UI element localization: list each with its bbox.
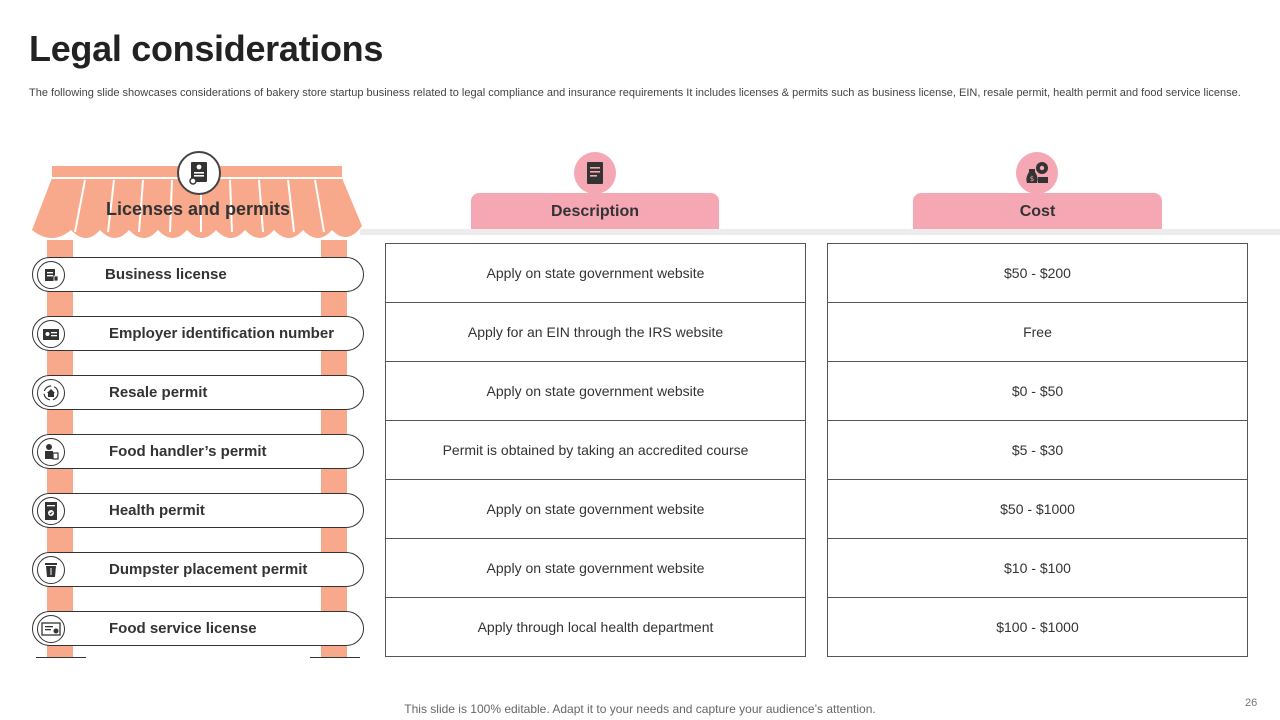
page-title: Legal considerations: [29, 28, 384, 69]
document-icon: [574, 152, 616, 194]
cost-cell: $50 - $1000: [828, 480, 1247, 539]
subtitle: The following slide showcases considerations of bakery store startup business related to legal compliance and insurance requirements It includes licenses & permits such as business license, EIN, resale permit, health permit and food service license.: [29, 87, 1241, 99]
description-cell: Apply for an EIN through the IRS website: [386, 303, 805, 362]
license-item-food-service: [32, 611, 364, 646]
store-base-left: [36, 657, 86, 658]
description-cell: Apply on state government website: [386, 244, 805, 303]
description-cell: Apply through local health department: [477, 619, 714, 635]
food-handler-icon: [37, 438, 65, 466]
license-card-icon: [37, 261, 65, 289]
license-item-business: [32, 257, 364, 292]
certificate-icon: [37, 615, 65, 643]
health-permit-icon: [37, 497, 65, 525]
cost-cell: $100 - $1000: [996, 619, 1079, 635]
license-item-dumpster: [32, 552, 364, 587]
description-cell: Permit is obtained by taking an accredited course: [386, 421, 805, 480]
license-item-ein: [32, 316, 364, 351]
cost-table: [827, 243, 1248, 657]
money-bag-gear-icon: [1016, 152, 1058, 194]
license-label: Health permit: [109, 502, 205, 519]
license-label: Employer identification number: [109, 325, 335, 342]
license-item-resale: [32, 375, 364, 410]
description-table: [385, 243, 806, 657]
cost-cell: $0 - $50: [828, 362, 1247, 421]
svg-text:$: $: [1029, 175, 1035, 183]
house-cycle-icon: [37, 379, 65, 407]
description-cell: Apply on state government website: [386, 362, 805, 421]
license-label: Business license: [105, 266, 227, 283]
store-base-right: [310, 657, 360, 658]
description-cell: Apply on state government website: [386, 480, 805, 539]
license-label: Resale permit: [109, 384, 208, 401]
id-card-icon: [37, 320, 65, 348]
description-cell: Apply on state government website: [386, 539, 805, 598]
dumpster-icon: [37, 556, 65, 584]
license-item-health: [32, 493, 364, 528]
cost-cell: $50 - $200: [828, 244, 1247, 303]
description-header: Description: [471, 193, 719, 229]
cost-header: Cost: [913, 193, 1162, 229]
license-label: Dumpster placement permit: [109, 561, 308, 578]
footer-note: This slide is 100% editable. Adapt it to your needs and capture your audience’s attention.: [404, 702, 876, 716]
license-label: Food service license: [109, 620, 257, 637]
certificate-icon: [177, 151, 221, 195]
cost-cell: $10 - $100: [828, 539, 1247, 598]
cost-cell: Free: [828, 303, 1247, 362]
licenses-header: Licenses and permits: [105, 199, 291, 219]
license-item-food-handler: [32, 434, 364, 469]
cost-cell: $5 - $30: [828, 421, 1247, 480]
page-number: 26: [1245, 697, 1258, 709]
header-divider: [360, 229, 1280, 235]
license-label: Food handler’s permit: [109, 443, 267, 460]
